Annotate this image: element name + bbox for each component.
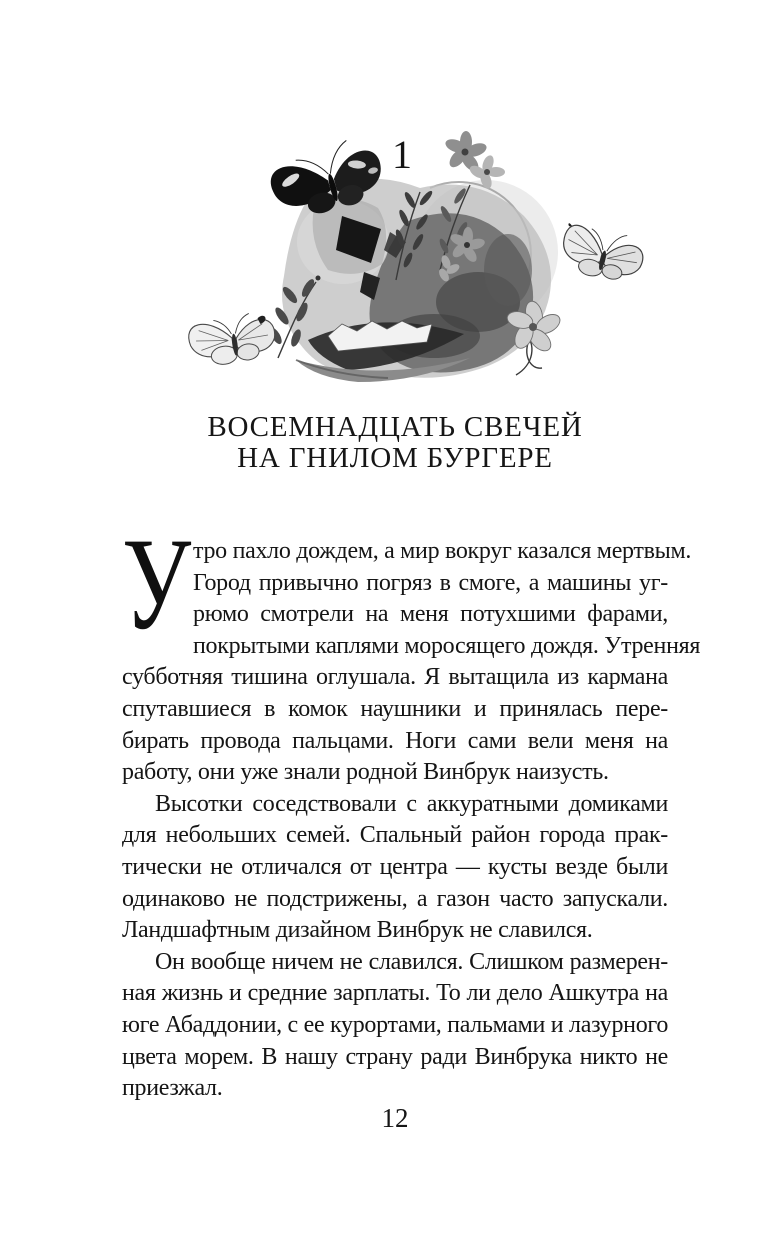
text-line: Он вообще ничем не славился. Слишком размерен- — [155, 948, 668, 975]
butterfly-left-icon — [186, 310, 278, 368]
chapter-title-line2: НА ГНИЛОМ БУРГЕРЕ — [237, 442, 553, 474]
text-line: для небольших семей. Спальный район города прак- — [122, 822, 668, 849]
chapter-illustration — [178, 130, 646, 390]
text-line: Ландшафтным дизайном Винбрук не славился. — [122, 917, 593, 944]
text-line: рюмо смотрели на меня потухшими фарами, — [193, 601, 668, 628]
chapter-number: 1 — [392, 132, 412, 177]
paragraph — [122, 947, 668, 1105]
text-line: юге Абаддонии, с ее курортами, пальмами и лазурного — [122, 1011, 669, 1038]
text-line: Город привычно погряз в смоге, а машины уг- — [193, 569, 668, 596]
text-line: бирать провода пальцами. Ноги сами вели меня на — [122, 727, 668, 754]
text-line: покрытыми каплями моросящего дождя. Утренняя — [193, 632, 701, 659]
text-line: тро пахло дождем, а мир вокруг казался мертвым. — [193, 538, 692, 564]
text-line: одинаково не подстрижены, а газон часто запускали. — [122, 885, 668, 912]
text-line: приезжал. — [122, 1075, 223, 1102]
text-line: ная жизнь и средние зарплаты. То ли дело Ашкутра на — [122, 980, 668, 1007]
text-line: спутавшиеся в комок наушники и принялась пере- — [122, 695, 668, 722]
chapter-title-line1: ВОСЕМНАДЦАТЬ СВЕЧЕЙ — [207, 411, 583, 443]
chapter-title — [122, 412, 668, 474]
butterfly-right-icon — [557, 221, 646, 287]
paragraph — [122, 789, 668, 947]
text-line: цвета морем. В нашу страну ради Винбрука никто не — [122, 1043, 668, 1070]
text-line: Высотки соседствовали с аккуратными домиками — [155, 790, 668, 817]
page-number: 12 — [381, 1103, 409, 1133]
drop-cap: У — [122, 510, 192, 657]
text-line: работу, они уже знали родной Винбрук наизусть. — [122, 759, 609, 786]
text-line: тически не отличался от центра — кусты везде были — [122, 853, 668, 880]
text-line: субботняя тишина оглушала. Я вытащила из кармана — [122, 664, 668, 691]
paragraph — [122, 510, 701, 789]
body-text — [122, 510, 701, 1105]
